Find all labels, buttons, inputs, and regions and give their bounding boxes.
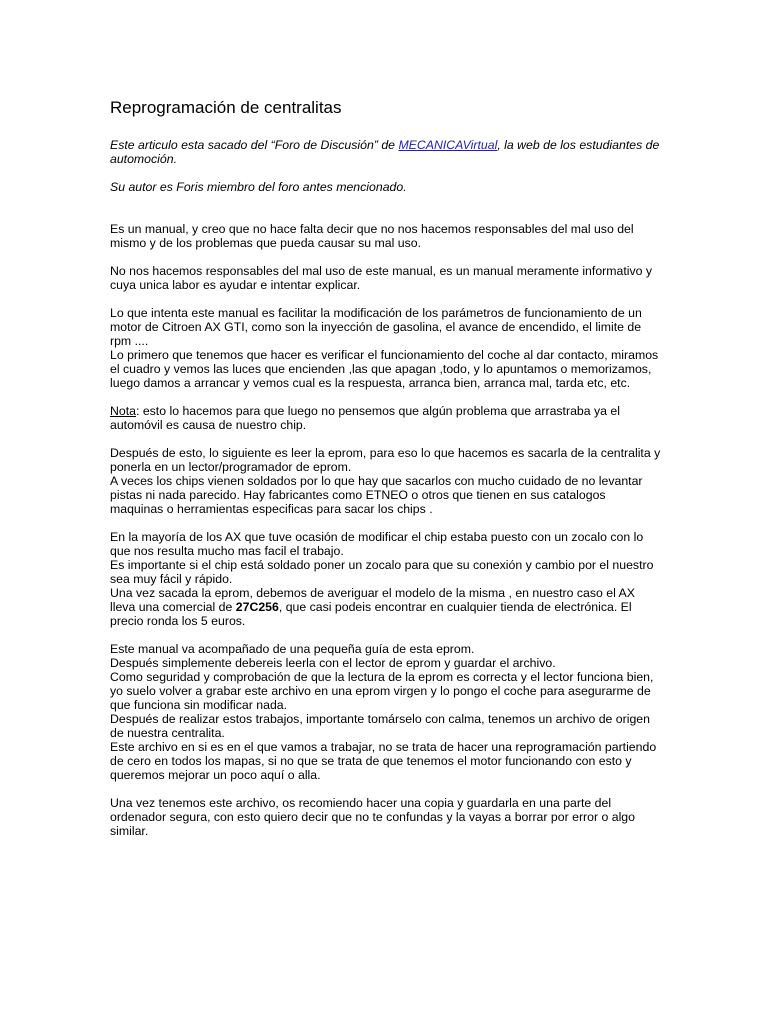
eprom-model-text-after: , que casi podeis encontrar en cualquier tienda de electrónica. El precio ronda los 5 euros. (110, 600, 632, 628)
verification-paragraph: Como seguridad y comprobación de que la lectura de la eprom es correcta y el lector funciona bien, yo suelo volver a grabar este archivo en una eprom virgen y lo pongo el coche para asegurarme de que funciona sin modificar nada. (110, 670, 654, 712)
eprom-model-paragraph (110, 586, 662, 628)
read-eprom-paragraph: Después de esto, lo siguiente es leer la eprom, para eso lo que hacemos es sacarla de la centralita y ponerla en un lector/programador de eprom. (110, 446, 661, 474)
page-title: Reprogramación de centralitas (110, 98, 342, 117)
manual-purpose-paragraph: Lo que intenta este manual es facilitar la modificación de los parámetros de funcionamiento de un motor de Citroen AX GTI, como son la inyección de gasolina, el avance de encendido, el limite de rpm .... (110, 306, 642, 348)
backup-paragraph: Una vez tenemos este archivo, os recomiendo hacer una copia y guardarla en una parte del ordenador segura, con esto quiero decir que no te confundas y la vayas a borrar por error o algo similar. (110, 796, 635, 838)
mecanicavirtual-link[interactable]: MECANICAVirtual (398, 138, 498, 152)
document-body (110, 98, 662, 838)
intro-text-before-link: Este articulo esta sacado del “Foro de Discusión” de (110, 138, 399, 152)
intro-source-paragraph (110, 138, 662, 166)
guide-paragraph: Este manual va acompañado de una pequeña guía de esta eprom. (110, 642, 475, 656)
disclaimer-paragraph-1: Es un manual, y creo que no hace falta decir que no nos hacemos responsables del mal uso del mismo y de los problemas que pueda causar su mal uso. (110, 222, 634, 250)
eprom-model-text-before: Una vez sacada la eprom, debemos de averiguar el modelo de la misma , en nuestro caso el AX lleva una comercial de (110, 586, 635, 614)
eprom-chip-model: 27C256 (235, 600, 279, 614)
soldered-chips-paragraph: A veces los chips vienen soldados por lo que hay que sacarlos con mucho cuidado de no levantar pistas ni nada parecido. Hay fabricantes como ETNEO o otros que tienen en sus catalogos maquinas o herramientas especificas para sacar los chips . (110, 474, 643, 516)
note-text: : esto lo hacemos para que luego no pensemos que algún problema que arrastraba ya el automóvil es causa de nuestro chip. (110, 404, 620, 432)
work-file-paragraph: Este archivo en si es en el que vamos a trabajar, no se trata de hacer una reprogramación partiendo de cero en todos los mapas, si no que se trata de que tenemos el motor funcionando con esto y queremos mejorar un poco aquí o alla. (110, 740, 657, 782)
save-file-paragraph: Después simplemente debereis leerla con el lector de eprom y guardar el archivo. (110, 656, 556, 670)
intro-text-after-link: , la web de los estudiantes de automoción. (110, 138, 660, 166)
intro-author-paragraph: Su autor es Foris miembro del foro antes mencionado. (110, 180, 407, 194)
origin-file-paragraph: Después de realizar estos trabajos, importante tomárselo con calma, tenemos un archivo de origen de nuestra centralita. (110, 712, 650, 740)
first-steps-paragraph: Lo primero que tenemos que hacer es verificar el funcionamiento del coche al dar contacto, miramos el cuadro y vemos las luces que encienden ,las que apagan ,todo, y lo apuntamos o memorizamos, luego damos a arrancar y vemos cual es la respuesta, arranca bien, arranca mal, tarda etc, etc. (110, 348, 659, 390)
disclaimer-paragraph-2: No nos hacemos responsables del mal uso de este manual, es un manual meramente informativo y cuya unica labor es ayudar e intentar explicar. (110, 264, 653, 292)
socket-importance-paragraph: Es importante si el chip está soldado poner un zocalo para que su conexión y cambio por el nuestro sea muy fácil y rápido. (110, 558, 654, 586)
socket-paragraph: En la mayoría de los AX que tuve ocasión de modificar el chip estaba puesto con un zocalo con lo que nos resulta mucho mas facil el trabajo. (110, 530, 644, 558)
note-paragraph (110, 404, 662, 432)
note-label: Nota (110, 404, 136, 418)
